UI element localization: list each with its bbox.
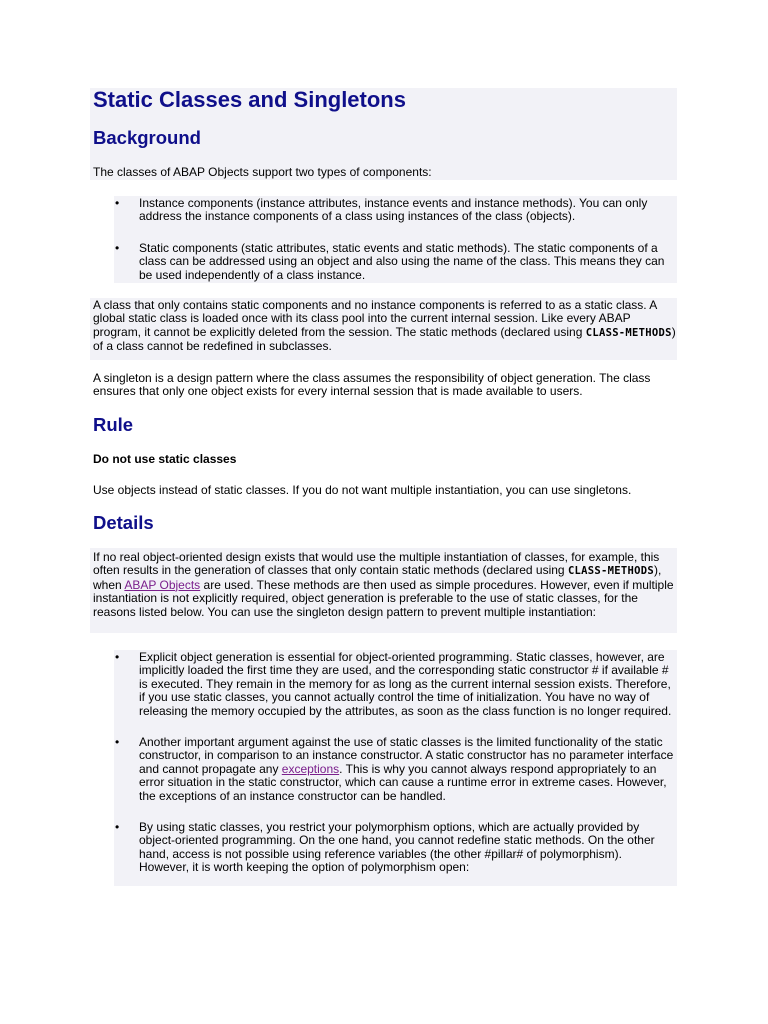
list-item-text: Explicit object generation is essential for object-oriented programming. Static classes, however, are implicitly loaded the first time they are used, and the corresponding static constructor # if available # is executed. They remain in the memory for as long as the current internal session exists. Therefore, if you use static classes, you cannot actually control the time of initialization. You have no way of releasing the memory occupied by the attributes, as soon as the class function is no longer required.	[139, 650, 672, 718]
details-bullet-list	[115, 650, 675, 875]
details-heading: Details	[93, 512, 154, 533]
exceptions-link[interactable]: exceptions	[281, 761, 340, 776]
class-methods-keyword: CLASS-METHODS	[567, 565, 655, 578]
rule-text: Use objects instead of static classes. If you do not want multiple instantiation, you can use singletons.	[93, 483, 632, 497]
background-bullet-list	[115, 196, 675, 282]
list-item	[115, 735, 675, 803]
bullet-glyph: •	[115, 196, 120, 210]
background-intro: The classes of ABAP Objects support two types of components:	[93, 165, 432, 179]
background-heading: Background	[93, 127, 201, 148]
list-item	[115, 820, 675, 875]
class-methods-keyword: CLASS-METHODS	[585, 326, 672, 339]
list-item	[115, 196, 675, 224]
list-item-text: Static components (static attributes, static events and static methods). The static components of a class can be addressed using an object and also using the name of the class. This means they can be used independently of a class instance.	[139, 240, 665, 282]
abap-objects-link[interactable]: ABAP Objects	[124, 577, 201, 592]
singleton-paragraph: A singleton is a design pattern where the class assumes the responsibility of object generation. The class ensures that only one object exists for every internal session that is made available to users.	[93, 371, 651, 399]
list-item-text: Another important argument against the use of static classes is the limited functionality of the static constructor, in comparison to an instance constructor. A static constructor has no parameter interface and cannot propagate any exceptions. This is why you cannot always respond appropriately to an error situation in the static constructor, which can cause a runtime error in extreme cases. However, the exceptions of an instance constructor can be handled.	[139, 735, 674, 803]
list-item-text: By using static classes, you restrict your polymorphism options, which are actually provided by object-oriented programming. On the one hand, you cannot redefine static methods. On the other hand, access is not possible using reference variables (the other #pillar# of polymorphism). However, it is worth keeping the option of polymorphism open:	[139, 820, 655, 875]
bullet-glyph: •	[115, 820, 120, 835]
bullet-glyph: •	[115, 735, 120, 750]
list-item	[115, 650, 675, 718]
list-item-text: Instance components (instance attributes, instance events and instance methods). You can only address the instance components of a class using instances of the class (objects).	[139, 196, 648, 224]
rule-statement: Do not use static classes	[93, 452, 237, 466]
rule-heading: Rule	[93, 414, 134, 435]
bullet-glyph: •	[115, 650, 120, 664]
bullet-glyph: •	[115, 240, 120, 255]
static-class-paragraph: A class that only contains static components and no instance components is referred to as a static class. A global static class is loaded once with its class pool into the current internal session. Like every ABAP program, it cannot be explicitly deleted from the session. The static methods (declared using CLASS-METHODS) of a class cannot be redefined in subclasses.	[93, 298, 676, 354]
details-paragraph: If no real object-oriented design exists that would use the multiple instantiation of classes, for example, this often results in the generation of classes that only contain static methods (declared using CLASS-METHODS), when ABAP Objects are used. These methods are then used as simple procedures. However, even if multiple instantiation is not explicitly required, object generation is preferable to the use of static classes, for the reasons listed below. You can use the singleton design pattern to prevent multiple instantiation:	[93, 550, 674, 619]
page-title: Static Classes and Singletons	[93, 87, 406, 112]
list-item	[115, 240, 675, 282]
